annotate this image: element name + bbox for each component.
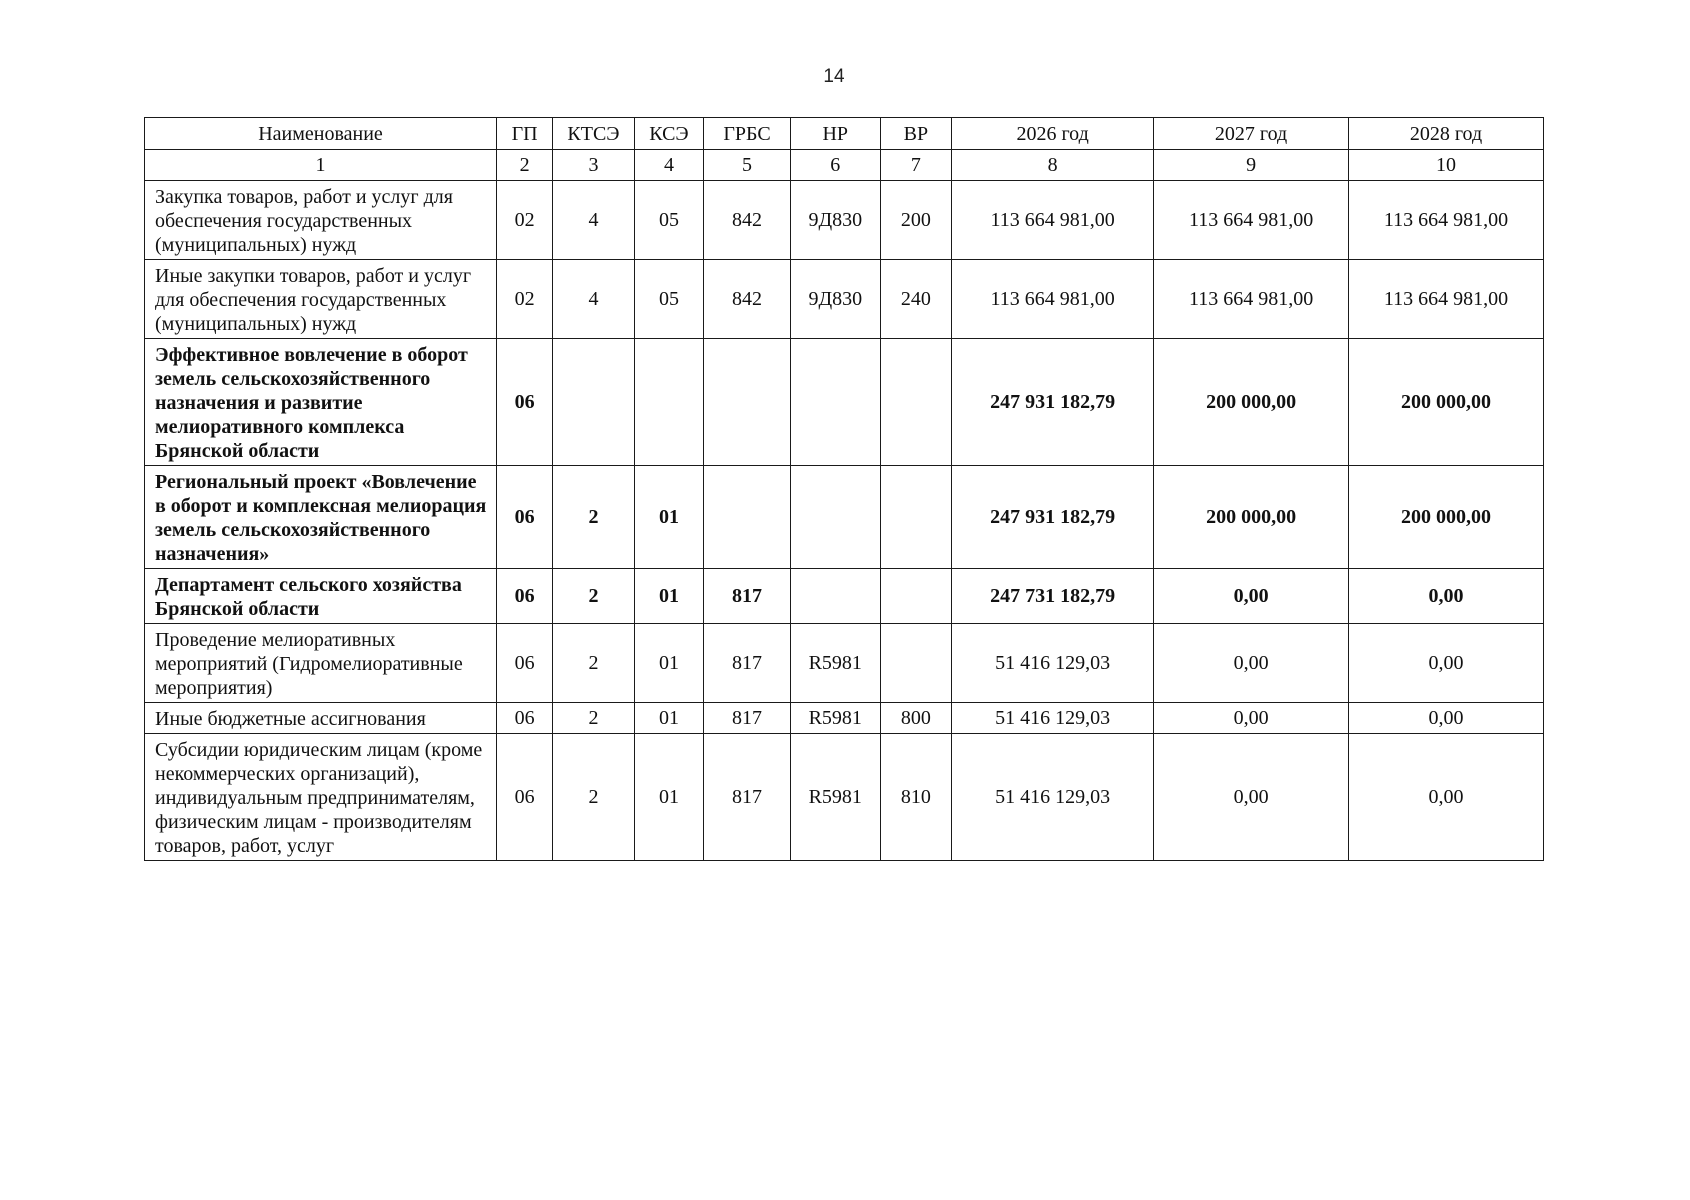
cell-vr — [880, 624, 951, 703]
cell-nr: 9Д830 — [790, 181, 880, 260]
cell-vr: 800 — [880, 703, 951, 734]
cell-year-2028: 200 000,00 — [1349, 339, 1544, 466]
cell-year-2026: 51 416 129,03 — [952, 624, 1154, 703]
cell-year-2026: 113 664 981,00 — [952, 260, 1154, 339]
cell-gp: 06 — [497, 624, 553, 703]
cell-gp: 06 — [497, 569, 553, 624]
column-number-year-2028: 10 — [1349, 150, 1544, 181]
header-kse: КСЭ — [634, 118, 703, 150]
cell-vr: 200 — [880, 181, 951, 260]
cell-year-2028: 0,00 — [1349, 703, 1544, 734]
cell-year-2026: 247 931 182,79 — [952, 466, 1154, 569]
cell-kse: 01 — [634, 466, 703, 569]
cell-kse — [634, 339, 703, 466]
column-number-ktse: 3 — [553, 150, 635, 181]
table-body — [145, 181, 1544, 861]
header-gp: ГП — [497, 118, 553, 150]
cell-year-2028: 113 664 981,00 — [1349, 181, 1544, 260]
table-row — [145, 624, 1544, 703]
cell-year-2026: 247 731 182,79 — [952, 569, 1154, 624]
cell-year-2028: 200 000,00 — [1349, 466, 1544, 569]
cell-year-2027: 113 664 981,00 — [1154, 260, 1349, 339]
cell-nr — [790, 569, 880, 624]
header-grbs: ГРБС — [704, 118, 791, 150]
cell-year-2026: 51 416 129,03 — [952, 703, 1154, 734]
cell-gp: 06 — [497, 339, 553, 466]
table-row — [145, 569, 1544, 624]
cell-nr: R5981 — [790, 624, 880, 703]
table-row — [145, 734, 1544, 861]
cell-year-2027: 200 000,00 — [1154, 466, 1349, 569]
cell-gp: 06 — [497, 734, 553, 861]
cell-name: Субсидии юридическим лицам (кроме некоммерческих организаций), индивидуальным предпринимателям, физическим лицам - производителям товаров, работ, услуг — [145, 734, 497, 861]
cell-ktse: 2 — [553, 703, 635, 734]
cell-name: Региональный проект «Вовлечение в оборот и комплексная мелиорация земель сельскохозяйственного назначения» — [145, 466, 497, 569]
cell-name: Закупка товаров, работ и услуг для обеспечения государственных (муниципальных) нужд — [145, 181, 497, 260]
column-number-vr: 7 — [880, 150, 951, 181]
cell-year-2028: 113 664 981,00 — [1349, 260, 1544, 339]
cell-grbs: 817 — [704, 734, 791, 861]
table-row — [145, 466, 1544, 569]
cell-nr — [790, 466, 880, 569]
cell-nr: R5981 — [790, 703, 880, 734]
header-year-2027: 2027 год — [1154, 118, 1349, 150]
cell-vr — [880, 466, 951, 569]
column-number-year-2026: 8 — [952, 150, 1154, 181]
column-number-nr: 6 — [790, 150, 880, 181]
cell-kse: 01 — [634, 569, 703, 624]
cell-nr: 9Д830 — [790, 260, 880, 339]
column-number-row — [145, 150, 1544, 181]
cell-ktse — [553, 339, 635, 466]
cell-grbs: 842 — [704, 260, 791, 339]
cell-vr: 240 — [880, 260, 951, 339]
cell-year-2027: 200 000,00 — [1154, 339, 1349, 466]
cell-ktse: 2 — [553, 734, 635, 861]
cell-gp: 02 — [497, 260, 553, 339]
cell-year-2027: 0,00 — [1154, 569, 1349, 624]
cell-year-2028: 0,00 — [1349, 734, 1544, 861]
cell-gp: 02 — [497, 181, 553, 260]
cell-year-2027: 0,00 — [1154, 734, 1349, 861]
cell-grbs: 817 — [704, 703, 791, 734]
cell-gp: 06 — [497, 466, 553, 569]
cell-kse: 01 — [634, 734, 703, 861]
table-row — [145, 703, 1544, 734]
cell-kse: 01 — [634, 703, 703, 734]
cell-grbs: 842 — [704, 181, 791, 260]
cell-year-2027: 113 664 981,00 — [1154, 181, 1349, 260]
header-year-2026: 2026 год — [952, 118, 1154, 150]
cell-year-2026: 247 931 182,79 — [952, 339, 1154, 466]
cell-kse: 05 — [634, 181, 703, 260]
cell-vr — [880, 569, 951, 624]
cell-grbs: 817 — [704, 624, 791, 703]
cell-ktse: 4 — [553, 181, 635, 260]
cell-name: Иные закупки товаров, работ и услуг для обеспечения государственных (муниципальных) нужд — [145, 260, 497, 339]
cell-name: Эффективное вовлечение в оборот земель сельскохозяйственного назначения и развитие мелиоративного комплекса Брянской области — [145, 339, 497, 466]
cell-ktse: 4 — [553, 260, 635, 339]
cell-grbs — [704, 466, 791, 569]
cell-grbs — [704, 339, 791, 466]
cell-kse: 05 — [634, 260, 703, 339]
page-number: 14 — [823, 66, 845, 87]
cell-ktse: 2 — [553, 466, 635, 569]
table-header-row — [145, 118, 1544, 150]
cell-name: Департамент сельского хозяйства Брянской области — [145, 569, 497, 624]
cell-grbs: 817 — [704, 569, 791, 624]
cell-ktse: 2 — [553, 569, 635, 624]
cell-gp: 06 — [497, 703, 553, 734]
cell-name: Проведение мелиоративных мероприятий (Гидромелиоративные мероприятия) — [145, 624, 497, 703]
cell-year-2028: 0,00 — [1349, 624, 1544, 703]
cell-year-2026: 113 664 981,00 — [952, 181, 1154, 260]
column-number-grbs: 5 — [704, 150, 791, 181]
cell-year-2027: 0,00 — [1154, 624, 1349, 703]
cell-year-2026: 51 416 129,03 — [952, 734, 1154, 861]
cell-year-2027: 0,00 — [1154, 703, 1349, 734]
cell-name: Иные бюджетные ассигнования — [145, 703, 497, 734]
cell-ktse: 2 — [553, 624, 635, 703]
header-nr: НР — [790, 118, 880, 150]
cell-nr: R5981 — [790, 734, 880, 861]
table-row — [145, 339, 1544, 466]
header-ktse: КТСЭ — [553, 118, 635, 150]
cell-vr — [880, 339, 951, 466]
header-name: Наименование — [145, 118, 497, 150]
cell-vr: 810 — [880, 734, 951, 861]
table-row — [145, 181, 1544, 260]
column-number-name: 1 — [145, 150, 497, 181]
cell-nr — [790, 339, 880, 466]
cell-year-2028: 0,00 — [1349, 569, 1544, 624]
column-number-kse: 4 — [634, 150, 703, 181]
header-year-2028: 2028 год — [1349, 118, 1544, 150]
header-vr: ВР — [880, 118, 951, 150]
table-row — [145, 260, 1544, 339]
column-number-gp: 2 — [497, 150, 553, 181]
cell-kse: 01 — [634, 624, 703, 703]
column-number-year-2027: 9 — [1154, 150, 1349, 181]
budget-table — [144, 117, 1544, 861]
